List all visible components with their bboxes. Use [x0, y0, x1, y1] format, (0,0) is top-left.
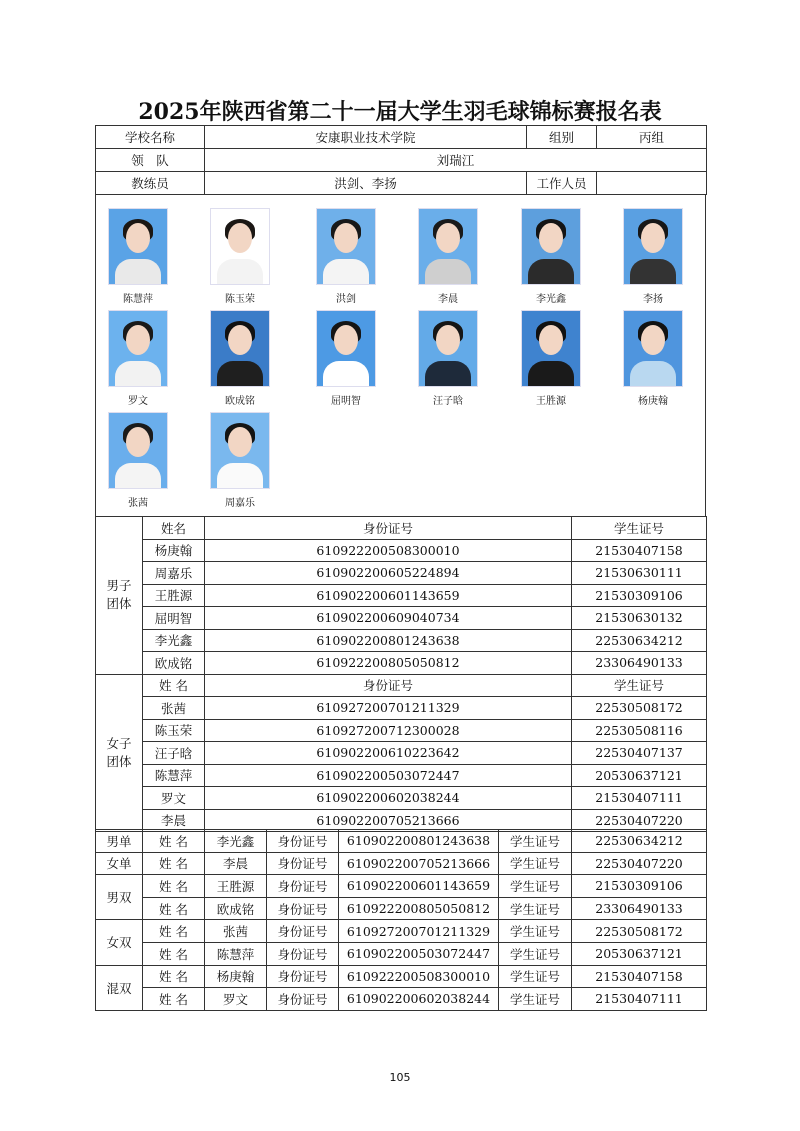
player-id: 610922200508300010: [205, 539, 572, 562]
sid-label: 学生证号: [499, 942, 572, 965]
player-sid: 22530407220: [572, 809, 707, 832]
portrait-body: [425, 259, 471, 285]
portrait-photo: [210, 412, 270, 489]
table-row: [96, 584, 707, 607]
portrait-face: [126, 427, 150, 457]
player-name: 屈明智: [143, 607, 205, 630]
event-row: [96, 965, 707, 988]
player-sid: 21530309106: [572, 875, 707, 898]
id-label: 身份证号: [267, 920, 339, 943]
photo-card: [521, 310, 581, 407]
portrait-face: [539, 223, 563, 253]
player-name: 王胜源: [143, 584, 205, 607]
photo-name: 王胜源: [536, 396, 566, 407]
photo-card: [108, 412, 168, 509]
event-row: [96, 875, 707, 898]
player-name: 张茜: [143, 697, 205, 720]
photo-name: 罗文: [128, 396, 148, 407]
player-id: 610902200801243638: [205, 629, 572, 652]
portrait-photo: [316, 208, 376, 285]
table-row: [96, 607, 707, 630]
player-sid: 21530309106: [572, 584, 707, 607]
photo-card: [316, 208, 376, 305]
event-label: 混双: [96, 965, 143, 1010]
player-id: 610902200503072447: [205, 764, 572, 787]
photo-card: [210, 412, 270, 509]
player-id: 610902200601143659: [339, 875, 499, 898]
team-header-row: [96, 674, 707, 697]
portrait-face: [436, 325, 460, 355]
portrait-face: [539, 325, 563, 355]
player-id: 610922200508300010: [339, 965, 499, 988]
photo-name: 张茜: [128, 498, 148, 509]
table-row: [96, 719, 707, 742]
table-row: [96, 787, 707, 810]
portrait-body: [528, 259, 574, 285]
sid-label: 学生证号: [499, 852, 572, 875]
event-row: [96, 942, 707, 965]
id-label: 身份证号: [267, 875, 339, 898]
player-name: 周嘉乐: [143, 562, 205, 585]
player-sid: 22530508172: [572, 920, 707, 943]
name-label: 姓 名: [143, 920, 205, 943]
portrait-photo: [108, 412, 168, 489]
event-label: 男单: [96, 830, 143, 853]
name-label: 姓 名: [143, 942, 205, 965]
portrait-body: [217, 259, 263, 285]
photo-name: 欧成铭: [225, 396, 255, 407]
portrait-face: [126, 223, 150, 253]
portrait-face: [334, 325, 358, 355]
player-sid: 21530407158: [572, 539, 707, 562]
event-label: 女双: [96, 920, 143, 965]
player-sid: 23306490133: [572, 897, 707, 920]
photo-card: [623, 208, 683, 305]
player-sid: 21530407111: [572, 787, 707, 810]
portrait-photo: [623, 208, 683, 285]
event-row: [96, 920, 707, 943]
player-id: 610902200602038244: [205, 787, 572, 810]
player-sid: 22530634212: [572, 629, 707, 652]
portrait-body: [115, 361, 161, 387]
name-label: 姓 名: [143, 965, 205, 988]
player-sid: 22530508172: [572, 697, 707, 720]
player-name: 杨庚翰: [205, 965, 267, 988]
player-name: 李晨: [205, 852, 267, 875]
portrait-body: [115, 259, 161, 285]
id-label: 身份证号: [267, 830, 339, 853]
player-sid: 22530407137: [572, 742, 707, 765]
player-name: 李晨: [143, 809, 205, 832]
player-sid: 22530407220: [572, 852, 707, 875]
name-label: 姓 名: [143, 897, 205, 920]
player-sid: 22530634212: [572, 830, 707, 853]
name-label: 姓 名: [143, 988, 205, 1011]
photo-name: 杨庚翰: [638, 396, 668, 407]
photo-card: [623, 310, 683, 407]
player-name: 张茜: [205, 920, 267, 943]
table-row: [96, 539, 707, 562]
portrait-photo: [521, 208, 581, 285]
photo-card: [521, 208, 581, 305]
player-id: 610922200805050812: [339, 897, 499, 920]
staff-label: 工作人员: [527, 172, 597, 195]
photo-card: [108, 310, 168, 407]
player-name: 陈慧萍: [205, 942, 267, 965]
school-value: 安康职业技术学院: [205, 126, 527, 149]
photo-name: 屈明智: [331, 396, 361, 407]
player-sid: 21530407158: [572, 965, 707, 988]
player-id: 610902200610223642: [205, 742, 572, 765]
player-sid: 23306490133: [572, 652, 707, 675]
event-row: [96, 897, 707, 920]
portrait-body: [528, 361, 574, 387]
player-id: 610902200705213666: [205, 809, 572, 832]
leader-label: 领 队: [96, 149, 205, 172]
player-name: 欧成铭: [205, 897, 267, 920]
portrait-body: [425, 361, 471, 387]
player-name: 李光鑫: [205, 830, 267, 853]
portrait-photo: [316, 310, 376, 387]
portrait-face: [228, 325, 252, 355]
player-id: 610902200605224894: [205, 562, 572, 585]
portrait-body: [630, 259, 676, 285]
team-group-label: 男子团体: [96, 517, 143, 675]
photo-card: [210, 208, 270, 305]
table-row: [96, 697, 707, 720]
individual-events-table: [95, 829, 707, 1011]
portrait-photo: [521, 310, 581, 387]
portrait-body: [217, 463, 263, 489]
sid-label: 学生证号: [499, 897, 572, 920]
id-label: 身份证号: [267, 852, 339, 875]
sid-label: 学生证号: [499, 920, 572, 943]
coach-value: 洪剑、李扬: [205, 172, 527, 195]
player-name: 陈慧萍: [143, 764, 205, 787]
player-name: 陈玉荣: [143, 719, 205, 742]
portrait-body: [323, 259, 369, 285]
event-label: 女单: [96, 852, 143, 875]
table-row: [96, 652, 707, 675]
photo-name: 洪剑: [336, 294, 356, 305]
id-label: 身份证号: [267, 965, 339, 988]
team-group-label: 女子团体: [96, 674, 143, 832]
portrait-face: [228, 427, 252, 457]
portrait-face: [641, 325, 665, 355]
event-row: [96, 830, 707, 853]
portrait-body: [115, 463, 161, 489]
portrait-body: [217, 361, 263, 387]
id-label: 身份证号: [267, 942, 339, 965]
player-id: 610927200701211329: [339, 920, 499, 943]
player-id: 610902200801243638: [339, 830, 499, 853]
photo-name: 陈玉荣: [225, 294, 255, 305]
portrait-face: [228, 223, 252, 253]
photo-name: 周嘉乐: [225, 498, 255, 509]
id-label: 身份证号: [267, 897, 339, 920]
portrait-photo: [418, 310, 478, 387]
sid-header: 学生证号: [572, 674, 707, 697]
player-id: 610902200601143659: [205, 584, 572, 607]
player-sid: 20530637121: [572, 942, 707, 965]
leader-value: 刘瑞江: [205, 149, 707, 172]
player-sid: 20530637121: [572, 764, 707, 787]
player-sid: 21530407111: [572, 988, 707, 1011]
name-header: 姓 名: [143, 674, 205, 697]
portrait-face: [436, 223, 460, 253]
portrait-face: [126, 325, 150, 355]
page-number: 105: [389, 1071, 411, 1084]
coach-label: 教练员: [96, 172, 205, 195]
portrait-photo: [108, 310, 168, 387]
portrait-body: [630, 361, 676, 387]
player-id: 610902200503072447: [339, 942, 499, 965]
team-table: [95, 516, 707, 832]
player-name: 李光鑫: [143, 629, 205, 652]
school-label: 学校名称: [96, 126, 205, 149]
player-id: 610902200609040734: [205, 607, 572, 630]
portrait-photo: [418, 208, 478, 285]
photo-name: 李扬: [643, 294, 663, 305]
portrait-body: [323, 361, 369, 387]
photo-card: [418, 310, 478, 407]
event-row: [96, 988, 707, 1011]
photo-card: [108, 208, 168, 305]
player-name: 杨庚翰: [143, 539, 205, 562]
player-sid: 21530630132: [572, 607, 707, 630]
player-id: 610902200602038244: [339, 988, 499, 1011]
table-row: [96, 562, 707, 585]
player-sid: 22530508116: [572, 719, 707, 742]
player-id: 610902200705213666: [339, 852, 499, 875]
portrait-photo: [623, 310, 683, 387]
table-row: [96, 629, 707, 652]
sid-label: 学生证号: [499, 965, 572, 988]
id-label: 身份证号: [267, 988, 339, 1011]
name-label: 姓 名: [143, 830, 205, 853]
player-name: 罗文: [143, 787, 205, 810]
player-name: 罗文: [205, 988, 267, 1011]
photo-name: 李晨: [438, 294, 458, 305]
photo-card: [418, 208, 478, 305]
group-label: 组别: [527, 126, 597, 149]
photo-name: 陈慧萍: [123, 294, 153, 305]
portrait-photo: [210, 310, 270, 387]
player-name: 欧成铭: [143, 652, 205, 675]
photo-card: [210, 310, 270, 407]
group-value: 丙组: [597, 126, 707, 149]
player-id: 610927200712300028: [205, 719, 572, 742]
portrait-face: [641, 223, 665, 253]
event-label: 男双: [96, 875, 143, 920]
player-sid: 21530630111: [572, 562, 707, 585]
event-row: [96, 852, 707, 875]
portrait-face: [334, 223, 358, 253]
photo-card: [316, 310, 376, 407]
portrait-photo: [210, 208, 270, 285]
portrait-photo: [108, 208, 168, 285]
player-name: 王胜源: [205, 875, 267, 898]
id-header: 身份证号: [205, 517, 572, 540]
form-title: 2025年陕西省第二十一届大学生羽毛球锦标赛报名表: [138, 99, 662, 125]
team-header-row: [96, 517, 707, 540]
photo-name: 汪子晗: [433, 396, 463, 407]
name-header: 姓名: [143, 517, 205, 540]
name-label: 姓 名: [143, 875, 205, 898]
player-name: 汪子晗: [143, 742, 205, 765]
player-id: 610927200701211329: [205, 697, 572, 720]
staff-value: [597, 172, 707, 195]
table-row: [96, 764, 707, 787]
sid-header: 学生证号: [572, 517, 707, 540]
name-label: 姓 名: [143, 852, 205, 875]
photo-gallery: [95, 194, 706, 517]
header-table: [95, 125, 707, 195]
table-row: [96, 742, 707, 765]
sid-label: 学生证号: [499, 875, 572, 898]
photo-name: 李光鑫: [536, 294, 566, 305]
sid-label: 学生证号: [499, 830, 572, 853]
player-id: 610922200805050812: [205, 652, 572, 675]
sid-label: 学生证号: [499, 988, 572, 1011]
id-header: 身份证号: [205, 674, 572, 697]
